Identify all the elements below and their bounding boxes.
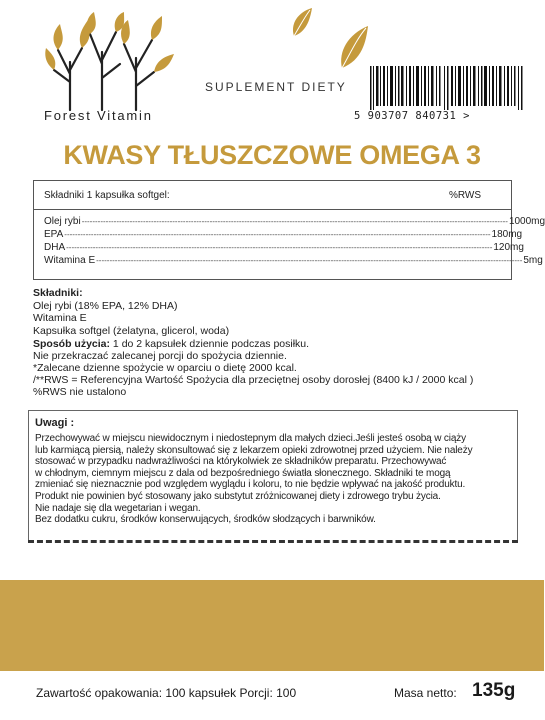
net-mass-label: Masa netto: [394, 686, 457, 700]
usage-line: %RWS nie ustalono [33, 386, 127, 398]
nutrition-row [44, 255, 543, 268]
warning-line: w chłodnym, ciemnym miejscu z dala od bezpośredniego światła słonecznego. Składniki te mogą [35, 467, 451, 479]
nutrition-row-value: 120mg [493, 242, 524, 253]
product-title: KWASY TŁUSZCZOWE OMEGA 3 [63, 140, 481, 170]
warning-line: Nie nadaje się dla wegetarian i wegan. [35, 502, 201, 514]
nutrition-row-value: 5mg [523, 255, 543, 266]
nutrition-rows [44, 216, 545, 268]
warning-line: stosować w przypadku nadwrażliwości na którykolwiek ze składników preparatu. Przechowywać [35, 456, 447, 468]
nutrition-row-name: EPA [44, 229, 64, 240]
warning-line: lub karmiącą piersią, należy skonsultować się z lekarzem opieki zdrowotnej przed użyciem. Nie należy [35, 444, 473, 456]
leaf-icon [286, 6, 320, 40]
usage-line: /**RWS = Referencyjna Wartość Spożycia dla przeciętnej osoby dorosłej (8400 kJ / 2000 kcal ) [33, 374, 474, 386]
net-mass-value: 135g [472, 680, 516, 701]
table-header-ingredients: Składniki 1 kapsułka softgel: [44, 190, 170, 201]
nutrition-row [44, 229, 523, 242]
nutrition-row-value: 1000mg [508, 216, 545, 227]
ingredient-line: Witamina E [33, 312, 87, 324]
usage-section [33, 338, 513, 398]
ingredients-section [33, 287, 513, 337]
dotted-leader: ---------------------------------------------------------------------------------------------------------------------------------------------------------------- [96, 256, 523, 265]
package-contents: Zawartość opakowania: 100 kapsułek Porcji: 100 [36, 686, 297, 700]
ingredient-line: Kapsułka softgel (żelatyna, glicerol, woda) [33, 324, 230, 337]
brand-name: Forest Vitamin [44, 108, 153, 123]
table-header-rws: %RWS [448, 190, 481, 201]
warning-line: zmieniać się nieznacznie pod względem wyglądu i koloru, to nie będzie wpływać na jakość produktu. [35, 479, 466, 491]
barcode-number: 5 903707 840731 > [354, 110, 470, 122]
nutrition-row-name: Witamina E [44, 255, 96, 266]
dotted-leader: ---------------------------------------------------------------------------------------------------------------------------------------------------------------- [64, 230, 491, 239]
nutrition-row-value: 180mg [491, 229, 523, 240]
warning-line: Przechowywać w miejscu niewidocznym i niedostepnym dla małych dzieci.Jeśli jesteś osobą w ciąży [35, 433, 466, 444]
ingredients-label: Składniki: [33, 287, 83, 299]
nutrition-table [33, 180, 545, 280]
forest-vitamin-logo [40, 12, 190, 112]
warning-line: Produkt nie powinien być stosowany jako substytut zróżnicowanej diety i zdrowego trybu życia. [35, 490, 441, 502]
usage-label: Sposób użycia: [33, 338, 111, 350]
product-category: SUPLEMENT DIETY [205, 80, 347, 94]
warnings-text [35, 433, 511, 526]
warnings-title: Uwagi : [35, 417, 75, 429]
nutrition-row [44, 242, 524, 255]
nutrition-row-name: DHA [44, 242, 66, 253]
leaf-icon [336, 22, 372, 72]
warnings-box [28, 410, 518, 541]
gold-band [0, 580, 544, 671]
usage-line: Nie przekraczać zalecanej porcji do spożycia dziennie. [33, 350, 287, 362]
nutrition-row [44, 216, 545, 229]
usage-first-line: 1 do 2 kapsułek dziennie podczas posiłku. [110, 338, 310, 350]
dashed-divider [28, 540, 518, 543]
nutrition-row-name: Olej rybi [44, 216, 81, 227]
warning-line: Bez dodatku cukru, środków konserwujących, środków słodzących i barwników. [35, 514, 376, 526]
dotted-leader: ---------------------------------------------------------------------------------------------------------------------------------------------------------------- [81, 217, 508, 226]
usage-line: *Zalecane dzienne spożycie w oparciu o dietę 2000 kcal. [33, 362, 297, 374]
nutrition-table-header [34, 181, 511, 210]
ingredient-line: Olej rybi (18% EPA, 12% DHA) [33, 299, 178, 312]
dotted-leader: ---------------------------------------------------------------------------------------------------------------------------------------------------------------- [66, 243, 493, 252]
